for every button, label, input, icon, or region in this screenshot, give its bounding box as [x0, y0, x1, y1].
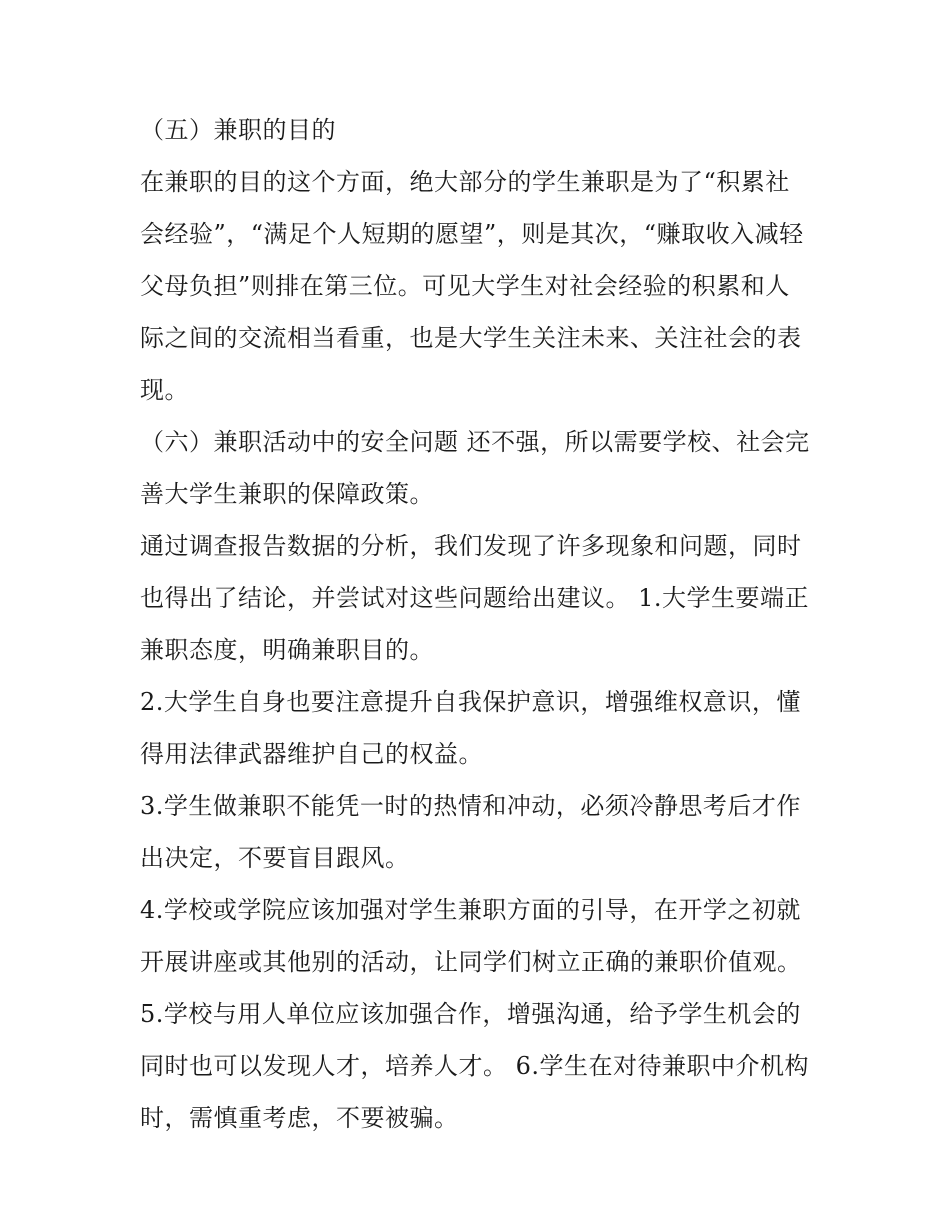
list-item-2: 2.大学生自身也要注意提升自我保护意识，增强维权意识，懂得用法律武器维护自己的权益。 — [140, 688, 801, 768]
list-item-4: 4.学校或学院应该加强对学生兼职方面的引导，在开学之初就开展讲座或其他别的活动，让同学们树立正确的兼职价值观。 — [140, 896, 802, 976]
document-body — [140, 104, 812, 1144]
list-item-5: 5.学校与用人单位应该加强合作，增强沟通，给予学生机会的同时也可以发现人才，培养人才。 6.学生在对待兼职中介机构时，需慎重考虑，不要被骗。 — [140, 1000, 810, 1132]
list-item-3: 3.学生做兼职不能凭一时的热情和冲动，必须冷静思考后才作出决定，不要盲目跟风。 — [140, 792, 801, 872]
paragraph-conclusion: 通过调查报告数据的分析，我们发现了许多现象和问题，同时也得出了结论，并尝试对这些问题给出建议。 1.大学生要端正兼职态度，明确兼职目的。 — [140, 532, 810, 664]
section-heading-five: （五）兼职的目的 — [140, 116, 336, 144]
section-heading-six: （六）兼职活动中的安全问题 还不强，所以需要学校、社会完善大学生兼职的保障政策。 — [140, 428, 810, 508]
paragraph-purpose: 在兼职的目的这个方面，绝大部分的学生兼职是为了“积累社会经验”，“满足个人短期的愿望”，则是其次，“赚取收入减轻父母负担”则排在第三位。可见大学生对社会经验的积累和人际之间的交流相当看重，也是大学生关注未来、关注社会的表现。 — [140, 168, 804, 404]
